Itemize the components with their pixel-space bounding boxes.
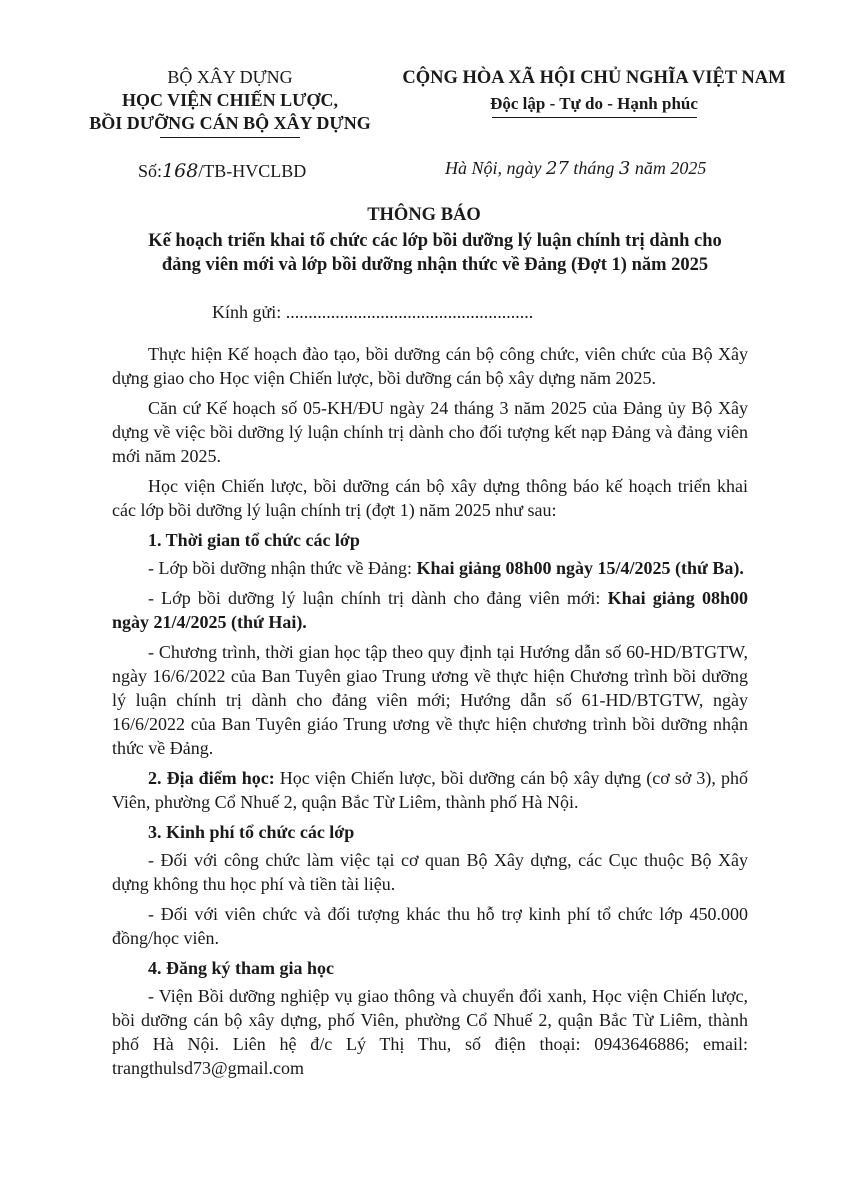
document-title: THÔNG BÁO bbox=[367, 205, 481, 225]
section1-item1 bbox=[112, 556, 748, 580]
doc-number-suffix: /TB-HVCLBD bbox=[198, 161, 307, 181]
national-motto: Độc lập - Tự do - Hạnh phúc bbox=[490, 94, 698, 113]
doc-number-prefix: Số: bbox=[138, 161, 163, 181]
issue-date bbox=[445, 158, 706, 179]
section3-item1: - Đối với công chức làm việc tại cơ quan Bộ Xây dựng, các Cục thuộc Bộ Xây dựng không thu học phí và tiền tài liệu. bbox=[112, 850, 748, 894]
issuer-header bbox=[80, 66, 380, 138]
paragraph-announcement: Học viện Chiến lược, bồi dưỡng cán bộ xây dựng thông báo kế hoạch triển khai các lớp bồi dưỡng lý luận chính trị (đợt 1) năm 2025 như sau: bbox=[112, 476, 748, 520]
paragraph-intro: Thực hiện Kế hoạch đào tạo, bồi dưỡng cán bộ công chức, viên chức của Bộ Xây dựng giao cho Học viện Chiến lược, bồi dưỡng cán bộ xây dựng năm 2025. bbox=[112, 344, 748, 388]
section2-text: Học viện Chiến lược, bồi dưỡng cán bộ xây dựng (cơ sở 3), phố Viên, phường Cổ Nhuế 2, quận Bắc Từ Liêm, thành phố Hà Nội. bbox=[112, 768, 748, 812]
date-month: 3 bbox=[618, 158, 631, 179]
section4-heading: 4. Đăng ký tham gia học bbox=[148, 958, 335, 978]
section1-item3: - Chương trình, thời gian học tập theo quy định tại Hướng dẫn số 60-HD/BTGTW, ngày 16/6/2022 của Ban Tuyên giao Trung ương về thực hiện Chương trình bồi dưỡng lý luận chính trị dành cho đảng viên mới; Hướng dẫn số 61-HD/BTGTW, ngày 16/6/2022 của Ban Tuyên giáo Trung ương về thực hiện chương trình bồi dưỡng nhận thức về Đảng. bbox=[112, 642, 748, 758]
institute-name-line2: BỒI DƯỠNG CÁN BỘ XÂY DỰNG bbox=[89, 113, 371, 133]
date-day: 27 bbox=[546, 158, 569, 179]
section3-item2: - Đối với viên chức và đối tượng khác thu hỗ trợ kinh phí tổ chức lớp 450.000 đồng/học viên. bbox=[112, 904, 748, 948]
section3-heading: 3. Kinh phí tổ chức các lớp bbox=[148, 822, 355, 842]
subtitle-line2: đảng viên mới và lớp bồi dưỡng nhận thức về Đảng (Đợt 1) năm 2025 bbox=[161, 255, 709, 275]
ministry-name: BỘ XÂY DỰNG bbox=[167, 67, 293, 87]
section1-item1-text: - Lớp bồi dưỡng nhận thức về Đảng: bbox=[148, 558, 412, 578]
nation-name: CỘNG HÒA XÃ HỘI CHỦ NGHĨA VIỆT NAM bbox=[402, 68, 786, 88]
section2-paragraph bbox=[112, 766, 748, 814]
section1-heading: 1. Thời gian tổ chức các lớp bbox=[148, 530, 360, 550]
doc-number-handwritten: 168 bbox=[162, 160, 199, 182]
institute-name-line1: HỌC VIỆN CHIẾN LƯỢC, bbox=[121, 90, 339, 110]
subtitle-line1: Kế hoạch triển khai tổ chức các lớp bồi dưỡng lý luận chính trị dành cho bbox=[148, 231, 722, 251]
document-subtitle bbox=[90, 229, 780, 277]
national-header bbox=[388, 66, 800, 118]
section2-heading: 2. Địa điểm học: bbox=[148, 768, 275, 788]
section1-item2-bold: Khai giảng 08h00 ngày 21/4/2025 (thứ Hai). bbox=[112, 588, 748, 632]
date-place: Hà Nội, ngày bbox=[445, 158, 542, 178]
section1-item2 bbox=[112, 586, 748, 634]
document-body bbox=[112, 342, 748, 1086]
motto-underline bbox=[492, 117, 697, 118]
section1-item1-bold: Khai giảng 08h00 ngày 15/4/2025 (thứ Ba). bbox=[412, 558, 744, 578]
paragraph-basis: Căn cứ Kế hoạch số 05-KH/ĐU ngày 24 tháng 3 năm 2025 của Đảng ủy Bộ Xây dựng về việc bồi dưỡng lý luận chính trị dành cho đối tượng kết nạp Đảng và đảng viên mới năm 2025. bbox=[112, 398, 748, 466]
recipient-line: Kính gửi: ....................................................... bbox=[212, 302, 534, 322]
section1-item2-text: - Lớp bồi dưỡng lý luận chính trị dành cho đảng viên mới: bbox=[148, 588, 601, 608]
section4-item1: - Viện Bồi dưỡng nghiệp vụ giao thông và chuyển đổi xanh, Học viện Chiến lược, bồi dưỡng cán bộ xây dựng, phố Viên, phường Cổ Nhuế 2, quận Bắc Từ Liêm, thành phố Hà Nội. Liên hệ đ/c Lý Thị Thu, số điện thoại: 0943646886; email: trangthulsd73@gmail.com bbox=[112, 986, 748, 1078]
date-year: năm 2025 bbox=[634, 158, 707, 178]
date-month-label: tháng bbox=[573, 158, 615, 178]
document-number bbox=[138, 160, 306, 182]
issuer-underline bbox=[160, 137, 300, 138]
